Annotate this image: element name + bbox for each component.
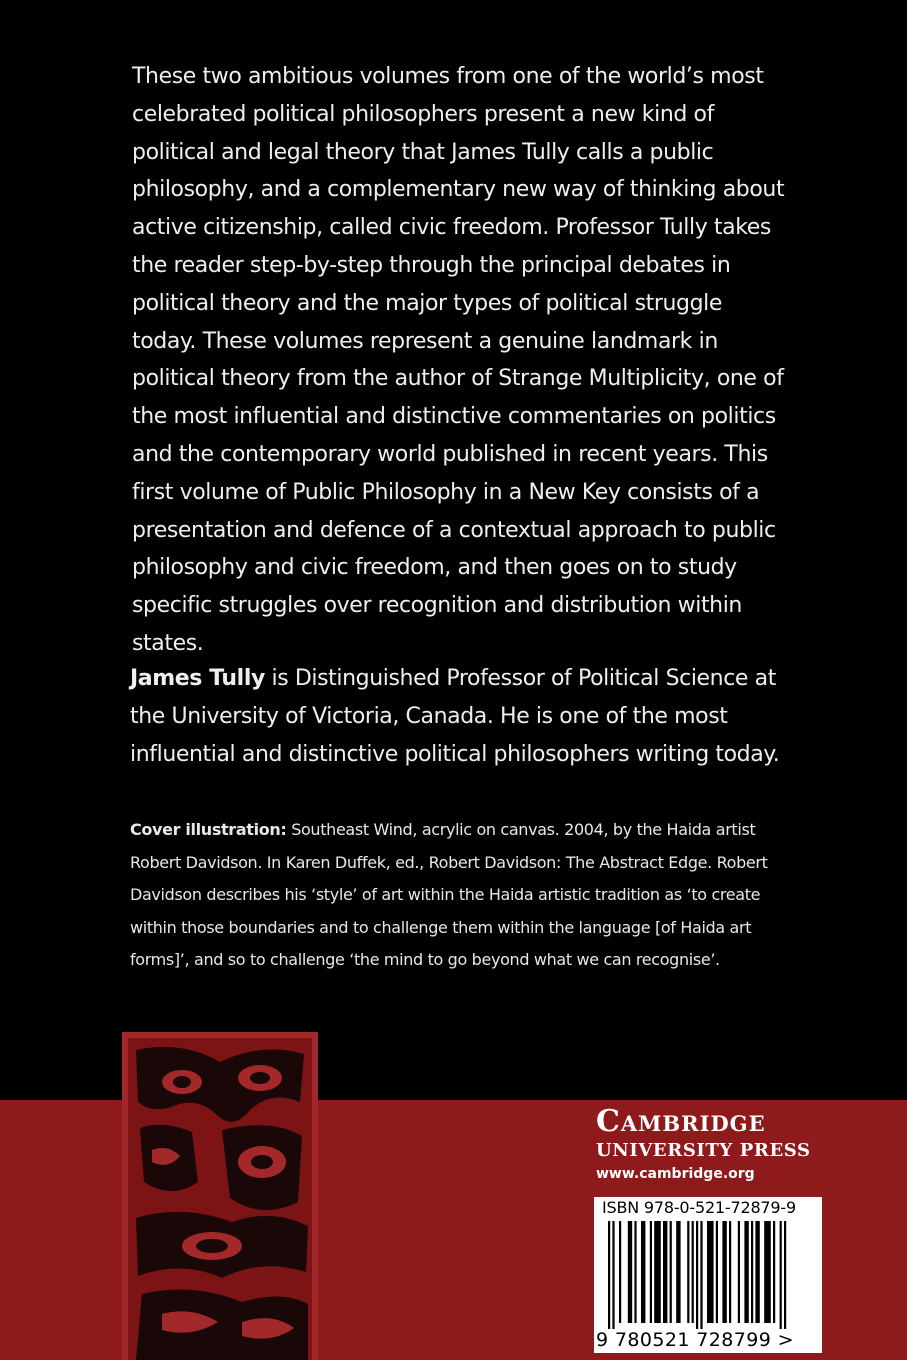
- haida-artwork-icon: [122, 1032, 318, 1360]
- author-name: James Tully: [130, 666, 265, 691]
- barcode-icon: [600, 1221, 816, 1329]
- barcode-digits: 9 780521 728799 >: [596, 1329, 794, 1351]
- author-bio: [130, 660, 790, 774]
- author-bio-text: is Distinguished Professor of Political Science at the University of Victoria, Canada. He is one of the most influential and distinctive political philosophers writing today.: [130, 666, 780, 767]
- isbn-label: ISBN 978-0-521-72879-9: [602, 1198, 796, 1217]
- cover-illustration-credit: [130, 814, 795, 977]
- barcode-block: [594, 1197, 822, 1353]
- credit-label: Cover illustration:: [130, 820, 287, 839]
- book-description: These two ambitious volumes from one of the world’s most celebrated political philosophers present a new kind of political and legal theory that James Tully calls a public philosophy, and a complementary new way of thinking about active citizenship, called civic freedom. Professor Tully takes the reader step-by-step through the principal debates in political theory and the major types of political struggle today. These volumes represent a genuine landmark in political theory from the author of Strange Multiplicity, one of the most influential and distinctive commentaries on politics and the contemporary world published in recent years. This first volume of Public Philosophy in a New Key consists of a presentation and defence of a contextual approach to public philosophy and civic freedom, and then goes on to study specific struggles over recognition and distribution within states.: [132, 64, 785, 656]
- publisher-url[interactable]: www.cambridge.org: [596, 1166, 755, 1182]
- publisher-name: Cambridge: [596, 1104, 766, 1139]
- publisher-logo: [596, 1104, 826, 1186]
- publisher-subtitle: UNIVERSITY PRESS: [596, 1140, 811, 1161]
- credit-text: Southeast Wind, acrylic on canvas. 2004, by the Haida artist Robert Davidson. In Karen Duffek, ed., Robert Davidson: The Abstract Edge. Robert Davidson describes his ‘style’ of art within the Haida artistic tradition as ‘to create within those boundaries and to challenge them within the language [of Haida art forms]’, and so to challenge ‘the mind to go beyond what we can recognise’.: [130, 820, 768, 969]
